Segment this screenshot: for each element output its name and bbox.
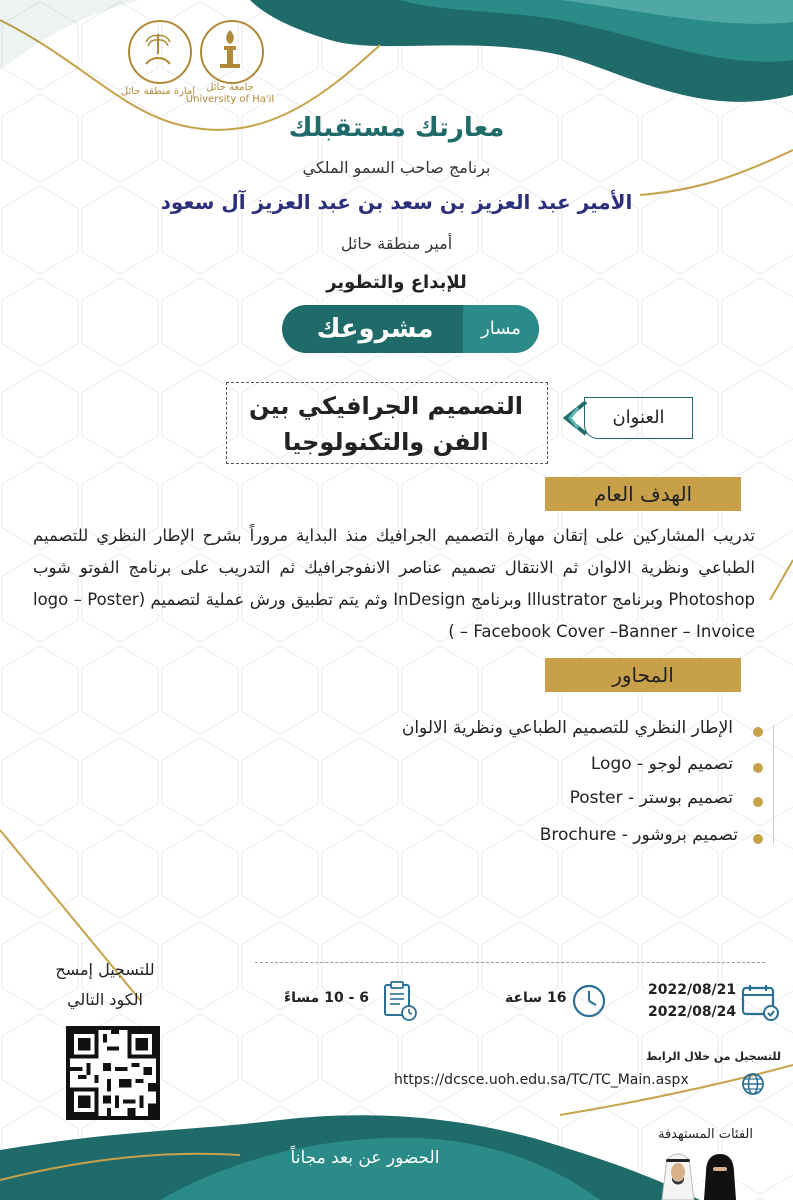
bullet-dot — [753, 727, 763, 737]
region-title: أمير منطقة حائل — [340, 234, 453, 253]
bullet-dot — [753, 834, 763, 844]
man-ghutra-icon — [658, 1150, 698, 1200]
palm-swords-icon — [142, 30, 174, 70]
axis-item-4: تصميم بروشور - Brochure — [539, 825, 738, 845]
award-title: للإبداع والتطوير — [326, 272, 467, 293]
registration-label: للتسجيل من خلال الرابط — [646, 1050, 781, 1063]
program-title: معارتك مستقبلك — [288, 113, 505, 143]
axis-item-1: الإطار النظري للتصميم الطباعي ونظرية الالوان — [401, 718, 733, 738]
objective-body: تدريب المشاركين على إتقان مهارة التصميم الجرافيك منذ البداية مروراً بشرح الإطار النظري للتصميم الطباعي ونظرية الالوان ثم الانتقال تصميم عناصر الانفوجرافيك ثم التدريب على برنامج الفوتو شوب Photoshop وبرنامج Illustrator وبرنامج InDesign وثم يتم تطبيق ورش عملية لتصميم (logo – Poster – Facebook Cover –Banner – Invoice ) — [33, 526, 756, 641]
info-divider — [255, 962, 765, 963]
qr-instructions-line2: الكود التالي — [67, 990, 143, 1009]
qr-code[interactable] — [66, 1026, 160, 1120]
target-audience-label: الفئات المستهدفة — [657, 1127, 753, 1142]
torch-icon — [214, 28, 246, 72]
program-subtitle: برنامج صاحب السمو الملكي — [302, 158, 491, 177]
registration-link[interactable]: https://dcsce.uoh.edu.sa/TC/TC_Main.aspx — [394, 1072, 689, 1088]
axes-heading: المحاور — [545, 658, 741, 692]
qr-instructions — [40, 955, 170, 1015]
duration-hours: 16 ساعة — [505, 990, 567, 1006]
emirate-label: إمارة منطقة حائل — [120, 86, 196, 97]
axis-item-3: تصميم بوستر - Poster — [569, 788, 733, 808]
university-label-ar: جامعة حائل — [206, 82, 254, 93]
session-time: 6 - 10 مساءً — [284, 990, 369, 1006]
university-label-en: University of Ha'il — [185, 94, 275, 105]
bullet-dot — [753, 763, 763, 773]
woman-niqab-icon — [700, 1150, 740, 1200]
bullet-dot — [753, 797, 763, 807]
track-label: مسار — [463, 305, 539, 353]
prince-name: الأمير عبد العزيز بن سعد بن عبد العزيز آل سعود — [160, 190, 633, 214]
clipboard-clock-icon — [382, 980, 418, 1022]
qr-instructions-line1: للتسجيل إمسح — [55, 960, 155, 979]
track-name: مشروعك — [316, 314, 434, 344]
axes-divider — [773, 725, 774, 845]
calendar-icon — [740, 982, 780, 1022]
objective-heading: الهدف العام — [545, 477, 741, 511]
course-title: التصميم الجرافيكي بين الفن والتكنولوجيا — [249, 392, 523, 456]
axis-item-2: تصميم لوجو - Logo — [590, 754, 733, 774]
date-end: 2022/08/24 — [648, 1004, 737, 1020]
clock-icon — [571, 983, 607, 1019]
globe-icon — [741, 1072, 765, 1096]
free-attendance-text: الحضور عن بعد مجاناً — [290, 1148, 440, 1168]
course-title-label: العنوان — [584, 397, 693, 439]
date-start: 2022/08/21 — [648, 982, 737, 998]
